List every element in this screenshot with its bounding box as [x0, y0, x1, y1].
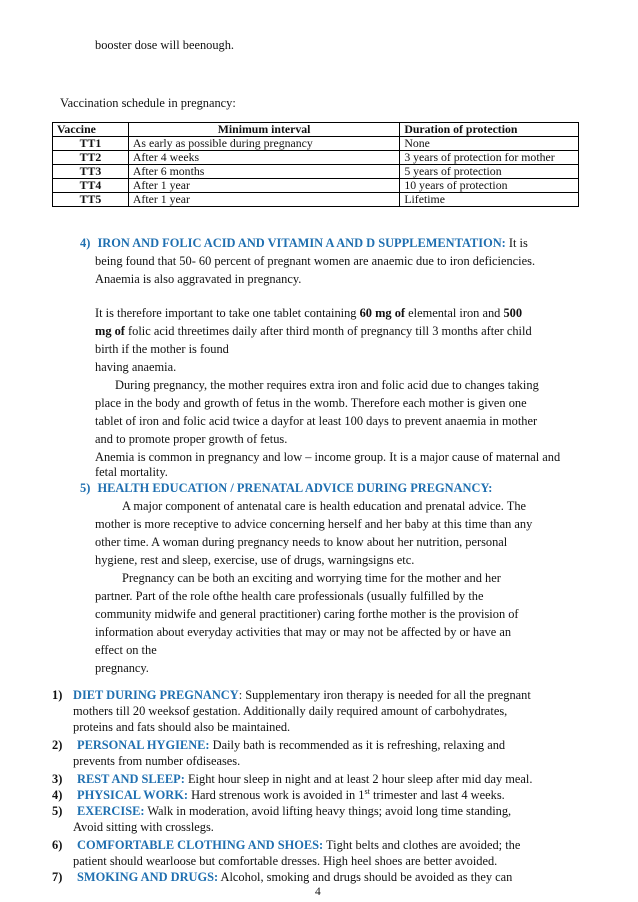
vaccine-table [52, 122, 579, 207]
section5-p2-line2: partner. Part of the role ofthe health care professionals (usually fulfilled by the [95, 589, 484, 603]
section5-p2-line4: information about everyday activities that may or may not be affected by or have an [95, 625, 512, 639]
item-number: 1) [52, 688, 63, 702]
item-number: 7) [52, 870, 63, 884]
table-row [53, 165, 579, 179]
cell-interval: As early as possible during pregnancy [128, 137, 399, 151]
item-number: 6) [52, 838, 63, 852]
section4-p4-line1: Anemia is common in pregnancy and low – income group. It is a major cause of maternal and [95, 450, 561, 464]
section5-p1-line1: A major component of antenatal care is health education and prenatal advice. The [122, 499, 527, 513]
dose-iron: 60 mg of [359, 306, 406, 320]
section5-p1-line3: other time. A woman during pregnancy needs to know about her nutrition, personal [95, 535, 508, 549]
item-title: EXERCISE: [77, 804, 145, 818]
item-title: PERSONAL HYGIENE: [77, 738, 210, 752]
schedule-title: Vaccination schedule in pregnancy: [60, 96, 236, 110]
item-number: 5) [52, 804, 63, 818]
cell-interval: After 4 weeks [128, 151, 399, 165]
section5-heading-line [80, 479, 492, 497]
section4-p2-line2 [95, 322, 532, 340]
cell-vaccine: TT2 [53, 151, 129, 165]
dose-unit: mg of [95, 324, 125, 338]
text-run: Supplementary iron therapy is needed for all the pregnant [245, 688, 531, 702]
section5-number: 5) [80, 481, 91, 495]
text-run: Daily bath is recommended as it is refreshing, relaxing and [209, 738, 506, 752]
cell-interval: After 1 year [128, 193, 399, 207]
section4-p2-line1 [95, 304, 522, 322]
advice-exercise-line2: Avoid sitting with crosslegs. [73, 820, 214, 834]
text-run: trimester and last 4 weeks. [369, 788, 505, 802]
table-row [53, 151, 579, 165]
section5-p2-line5: effect on the [95, 643, 157, 657]
item-title: REST AND SLEEP: [77, 772, 185, 786]
section4-p2-line3: birth if the mother is found [95, 342, 229, 356]
section4-p2-line4: having anaemia. [95, 360, 177, 374]
header-minimum-interval: Minimum interval [128, 123, 399, 137]
section5-p2-line6: pregnancy. [95, 661, 149, 675]
advice-item-clothing [52, 837, 521, 853]
cell-duration: Lifetime [400, 193, 579, 207]
section4-p3-line2: place in the body and growth of fetus in the womb. Therefore each mother is given one [95, 396, 527, 410]
table-header-row [53, 123, 579, 137]
item-title: DIET DURING PREGNANCY [73, 688, 239, 702]
section4-heading-line [80, 234, 528, 252]
text-run: It is therefore important to take one tablet containing [95, 306, 360, 320]
advice-item-diet [52, 687, 531, 703]
section5-p2-line3: community midwife and general practitioner) caring forthe mother is the provision of [95, 607, 519, 621]
section4-p3-line4: and to promote proper growth of fetus. [95, 432, 288, 446]
item-title: PHYSICAL WORK: [77, 788, 188, 802]
cell-duration: 5 years of protection [400, 165, 579, 179]
dose-folic: 500 [503, 306, 523, 320]
page-number: 4 [315, 886, 321, 898]
text-run: Eight hour sleep in night and at least 2 hour sleep after mid day meal. [184, 772, 533, 786]
cell-interval: After 6 months [128, 165, 399, 179]
cell-vaccine: TT3 [53, 165, 129, 179]
cell-interval: After 1 year [128, 179, 399, 193]
section5-heading: HEALTH EDUCATION / PRENATAL ADVICE DURING PREGNANCY: [97, 481, 493, 495]
advice-item-smoking [52, 869, 513, 885]
section4-heading: IRON AND FOLIC ACID AND VITAMIN A AND D SUPPLEMENTATION: [97, 236, 506, 250]
cell-vaccine: TT4 [53, 179, 129, 193]
header-duration: Duration of protection [400, 123, 579, 137]
advice-hygiene-line2: prevents from number ofdiseases. [73, 754, 241, 768]
cell-duration: 10 years of protection [400, 179, 579, 193]
cell-vaccine: TT5 [53, 193, 129, 207]
section4-number: 4) [80, 236, 91, 250]
table-row [53, 193, 579, 207]
item-title: SMOKING AND DRUGS: [77, 870, 219, 884]
header-vaccine: Vaccine [53, 123, 129, 137]
cell-duration: None [400, 137, 579, 151]
table-row [53, 179, 579, 193]
section5-p1-line2: mother is more receptive to advice concerning herself and her baby at this time than any [95, 517, 533, 531]
item-number: 3) [52, 772, 63, 786]
section4-p1-tail: It is [505, 236, 528, 250]
section4-p3-line1: During pregnancy, the mother requires extra iron and folic acid due to changes taking [115, 378, 539, 392]
cell-vaccine: TT1 [53, 137, 129, 151]
advice-clothing-line2: patient should wearloose but comfortable dresses. High heel shoes are better avoided. [73, 854, 498, 868]
item-number: 2) [52, 738, 63, 752]
item-title: COMFORTABLE CLOTHING AND SHOES: [77, 838, 324, 852]
text-run: elemental iron and [405, 306, 504, 320]
table-row [53, 137, 579, 151]
superscript: st [364, 786, 370, 796]
item-number: 4) [52, 788, 63, 802]
advice-item-rest [52, 771, 533, 787]
text-run: Hard strenous work is avoided in 1 [187, 788, 365, 802]
text-run: Alcohol, smoking and drugs should be avoided as they can [218, 870, 513, 884]
section5-p1-line4: hygiene, rest and sleep, exercise, use of drugs, warningsigns etc. [95, 553, 415, 567]
text-run: Walk in moderation, avoid lifting heavy things; avoid long time standing, [144, 804, 512, 818]
section4-p4-line2: fetal mortality. [95, 465, 168, 479]
booster-line: booster dose will beenough. [95, 38, 235, 52]
section4-p1-line3: Anaemia is also aggravated in pregnancy. [95, 272, 302, 286]
text-run: folic acid threetimes daily after third month of pregnancy till 3 months after child [124, 324, 532, 338]
section4-p3-line3: tablet of iron and folic acid twice a dayfor at least 100 days to prevent anaemia in mother [95, 414, 538, 428]
advice-item-exercise [52, 803, 512, 819]
section4-p1-line2: being found that 50- 60 percent of pregnant women are anaemic due to iron deficiencies. [95, 254, 536, 268]
section5-p2-line1: Pregnancy can be both an exciting and worrying time for the mother and her [122, 571, 501, 585]
cell-duration: 3 years of protection for mother [400, 151, 579, 165]
advice-diet-line2: mothers till 20 weeksof gestation. Additionally daily required amount of carbohydrates, [73, 704, 508, 718]
text-run: : [238, 688, 246, 702]
advice-item-physical-work [52, 786, 505, 803]
text-run: Tight belts and clothes are avoided; the [323, 838, 521, 852]
advice-diet-line3: proteins and fats should also be maintained. [73, 720, 291, 734]
advice-item-hygiene [52, 737, 506, 753]
